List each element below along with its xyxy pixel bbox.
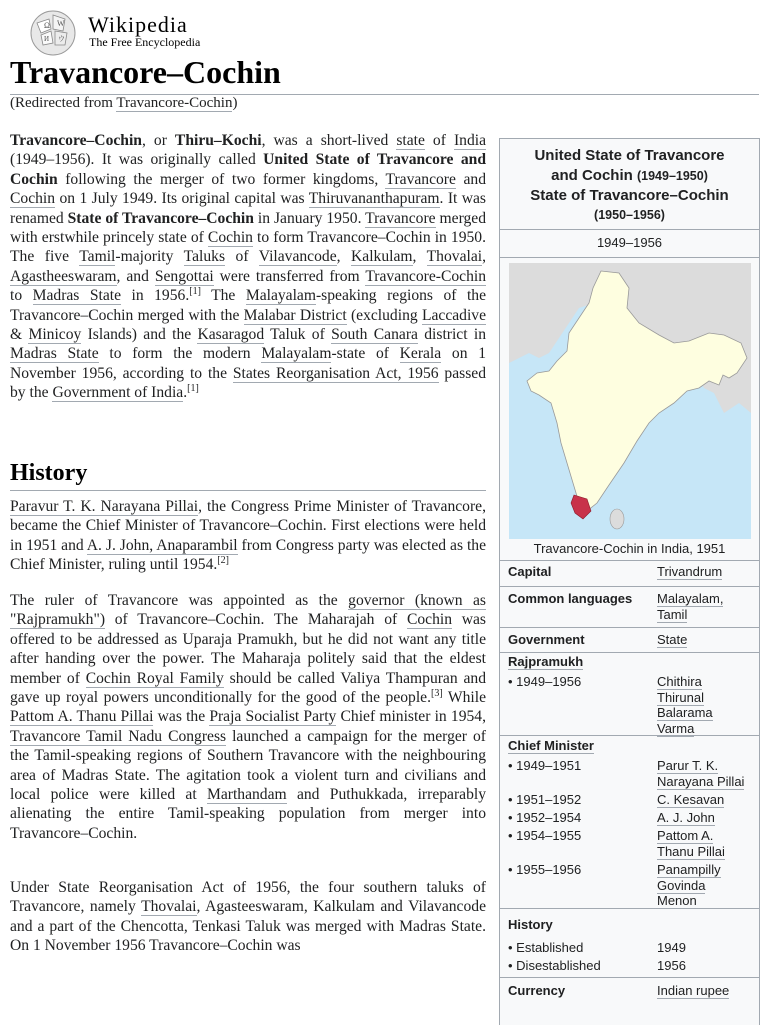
- wikipedia-wordmark[interactable]: Wikipedia: [88, 12, 188, 37]
- lead-paragraph: Travancore–Cochin, or Thiru–Kochi, was a short-lived state of India (1949–1956). It was originally called United State of Travancore and Cochin following the merger of two former kingdoms, Travancore and Cochin on 1 July 1949. Its original capital was Thiruvananthapuram. It was renamed State of Travancore–Cochin in January 1950. Travancore merged with erstwhile princely state of Cochin to form Travancore–Cochin in 1950. The five Tamil-majority Taluks of Vilavancode, Kalkulam, Thovalai, Agastheeswaram, and Sengottai were transferred from Travancore-Cochin to Madras State in 1956.[1] The Malayalam-speaking regions of the Travancore–Cochin merged with the Malabar District (excluding Laccadive & Minicoy Islands) and the Kasaragod Taluk of South Canara district in Madras State to form the modern Malayalam-state of Kerala on 1 November 1956, according to the States Reorganisation Act, 1956 passed by the Government of India.[1]: [10, 132, 487, 402]
- link-laccadive[interactable]: Laccadive: [421, 306, 487, 324]
- history-label: History: [508, 917, 553, 932]
- svg-text:ウ: ウ: [58, 35, 65, 43]
- infobox-title: United State of Travancore and Cochin (1949–1950) State of Travancore–Cochin (1950–1956): [530, 147, 729, 222]
- infobox-divider: [500, 257, 759, 258]
- link-madras-state-2[interactable]: Madras State: [10, 345, 99, 363]
- link-states-reorganisation-act[interactable]: States Reorganisation Act, 1956: [232, 364, 439, 382]
- india-locator-map[interactable]: [509, 263, 751, 539]
- link-malayalam[interactable]: Malayalam: [245, 287, 316, 305]
- cm-name[interactable]: Panampilly Govinda Menon: [657, 862, 721, 908]
- link-travancore-2[interactable]: Travancore: [365, 209, 436, 227]
- infobox-divider: [500, 735, 759, 736]
- infobox-divider: [500, 586, 759, 587]
- link-india[interactable]: India: [453, 132, 486, 149]
- wikipedia-globe-logo[interactable]: [29, 9, 77, 57]
- currency-label: Currency: [508, 983, 566, 998]
- map-caption: Travancore-Cochin in India, 1951: [533, 541, 726, 556]
- svg-text:W: W: [57, 19, 65, 28]
- link-cochin-3[interactable]: Cochin: [406, 611, 452, 629]
- link-state[interactable]: state: [396, 132, 425, 149]
- link-travancore[interactable]: Travancore: [385, 170, 456, 188]
- link-sengottai[interactable]: Sengottai: [154, 267, 214, 285]
- wikipedia-tagline: The Free Encyclopedia: [89, 35, 201, 49]
- cm-period: • 1949–1951: [508, 758, 582, 773]
- rajpramukh-label[interactable]: Rajpramukh: [508, 654, 584, 669]
- link-praja-socialist-party[interactable]: Praja Socialist Party: [209, 708, 337, 726]
- infobox-years: 1949–1956: [596, 235, 663, 250]
- history-paragraph-1: Paravur T. K. Narayana Pillai, the Congress Prime Minister of Travancore, became the Chief Minister of Travancore–Cochin. First elections were held in 1951 and A. J. John, Anaparambil from Congress party was elected as the Chief Minister, ruling until 1954.[2]: [10, 498, 486, 574]
- infobox-divider: [500, 560, 759, 561]
- link-minicoy[interactable]: Minicoy: [28, 326, 82, 344]
- government-label: Government: [508, 632, 585, 647]
- cm-name[interactable]: A. J. John: [657, 810, 715, 825]
- link-parur-tk-narayana-pillai[interactable]: Paravur T. K. Narayana Pillai: [10, 498, 199, 515]
- link-government-of-india[interactable]: Government of India: [52, 384, 184, 402]
- infobox-divider: [500, 977, 759, 978]
- link-kasaragod[interactable]: Kasaragod: [197, 326, 265, 344]
- citation-1b[interactable]: [1]: [187, 383, 199, 395]
- government-value[interactable]: State: [657, 632, 688, 647]
- disestablished-label: • Disestablished: [508, 958, 601, 973]
- infobox-divider: [500, 908, 759, 909]
- rajpramukh-name[interactable]: Chithira Thirunal Balarama Varma: [657, 674, 713, 736]
- cm-period: • 1952–1954: [508, 810, 582, 825]
- page-title: Travancore–Cochin: [10, 54, 281, 90]
- citation-2[interactable]: [2]: [217, 555, 229, 567]
- svg-text:Ω: Ω: [44, 21, 50, 30]
- link-cochin-royal-family[interactable]: Cochin Royal Family: [85, 669, 224, 687]
- link-kerala[interactable]: Kerala: [399, 345, 442, 363]
- cm-name[interactable]: Parur T. K. Narayana Pillai: [657, 758, 745, 789]
- history-divider: [10, 490, 486, 491]
- infobox-divider: [500, 627, 759, 628]
- link-malayalam-2[interactable]: Malayalam: [261, 345, 332, 363]
- link-thiruvananthapuram[interactable]: Thiruvananthapuram: [308, 190, 440, 208]
- link-pattom-thanu-pillai[interactable]: Pattom A. Thanu Pillai: [10, 708, 154, 726]
- cm-period: • 1951–1952: [508, 792, 582, 807]
- link-malabar-district[interactable]: Malabar District: [243, 306, 347, 324]
- common-languages-label: Common languages: [508, 591, 633, 606]
- cm-name[interactable]: Pattom A. Thanu Pillai: [657, 828, 725, 859]
- capital-value[interactable]: Trivandrum: [657, 564, 723, 579]
- citation-1[interactable]: [1]: [189, 286, 201, 298]
- link-agasteeswaram[interactable]: Agastheeswaram: [10, 267, 117, 285]
- cm-name[interactable]: C. Kesavan: [657, 792, 725, 807]
- chief-minister-label[interactable]: Chief Minister: [508, 738, 594, 753]
- established-value: 1949: [657, 940, 686, 955]
- history-paragraph-3: Under State Reorganisation Act of 1956, the four southern taluks of Travancore, namely Thovalai, Agasteeswaram, Kalkulam and Vilavancode and a part of the Chencotta, Tenkasi Taluk was merged with Madras State. On 1 November 1956 Travancore–Cochin was: [10, 879, 486, 955]
- link-marthandam[interactable]: Marthandam: [206, 786, 287, 804]
- capital-label: Capital: [508, 564, 552, 579]
- link-thovalai[interactable]: Thovalai: [426, 248, 483, 266]
- link-thovalai-2[interactable]: Thovalai: [141, 898, 197, 916]
- redirect-link[interactable]: Travancore-Cochin: [116, 95, 233, 111]
- link-cochin[interactable]: Cochin: [10, 190, 56, 208]
- history-paragraph-2: The ruler of Travancore was appointed as the governor (known as "Rajpramukh") of Travancore–Cochin. The Maharajah of Cochin was offered to be addressed as Uparaja Pramukh, but he did not want any title after handing over the power. The Maharaja politely said that the eldest member of Cochin Royal Family should be called Valiya Thampuran and gave up royal powers unconditionally for the good of the people.[3] While Pattom A. Thanu Pillai was the Praja Socialist Party Chief minister in 1954, Travancore Tamil Nadu Congress launched a campaign for the merger of the Tamil-speaking regions of Southern Travancore with the neighbouring area of Madras State. The agitation took a violent turn and civilians and local police were killed at Marthandam and Puthukkada, irreparably alienating the entire Tamil-speaking population from merger into Travancore–Cochin.: [10, 592, 486, 842]
- svg-text:И: И: [44, 35, 50, 43]
- common-languages-value[interactable]: Malayalam, Tamil: [657, 591, 724, 622]
- link-travancore-tamil-nadu-congress[interactable]: Travancore Tamil Nadu Congress: [10, 727, 227, 745]
- cm-period: • 1954–1955: [508, 828, 582, 843]
- rajpramukh-period: • 1949–1956: [508, 674, 582, 689]
- cm-period: • 1955–1956: [508, 862, 582, 877]
- disestablished-value: 1956: [657, 958, 686, 973]
- established-label: • Established: [508, 940, 584, 955]
- redirect-note: (Redirected from Travancore-Cochin): [10, 95, 238, 111]
- link-tamil[interactable]: Tamil: [79, 248, 116, 266]
- link-governor-rajpramukh[interactable]: governor (known as "Rajpramukh"): [10, 592, 486, 629]
- link-madras-state[interactable]: Madras State: [32, 287, 122, 305]
- infobox: [499, 138, 760, 1025]
- link-south-canara[interactable]: South Canara: [331, 326, 418, 344]
- link-kalkulam[interactable]: Kalkulam: [351, 248, 413, 266]
- link-taluks[interactable]: Taluks: [183, 248, 226, 266]
- history-heading: History: [10, 460, 88, 486]
- link-travancore-cochin[interactable]: Travancore-Cochin: [365, 267, 487, 285]
- infobox-divider: [500, 229, 759, 230]
- link-aj-john[interactable]: A. J. John, Anaparambil: [86, 536, 238, 554]
- link-cochin-2[interactable]: Cochin: [207, 229, 253, 247]
- link-vilavancode[interactable]: Vilavancode: [258, 248, 337, 266]
- currency-value[interactable]: Indian rupee: [657, 983, 730, 998]
- citation-3[interactable]: [3]: [431, 687, 443, 699]
- infobox-divider: [500, 652, 759, 653]
